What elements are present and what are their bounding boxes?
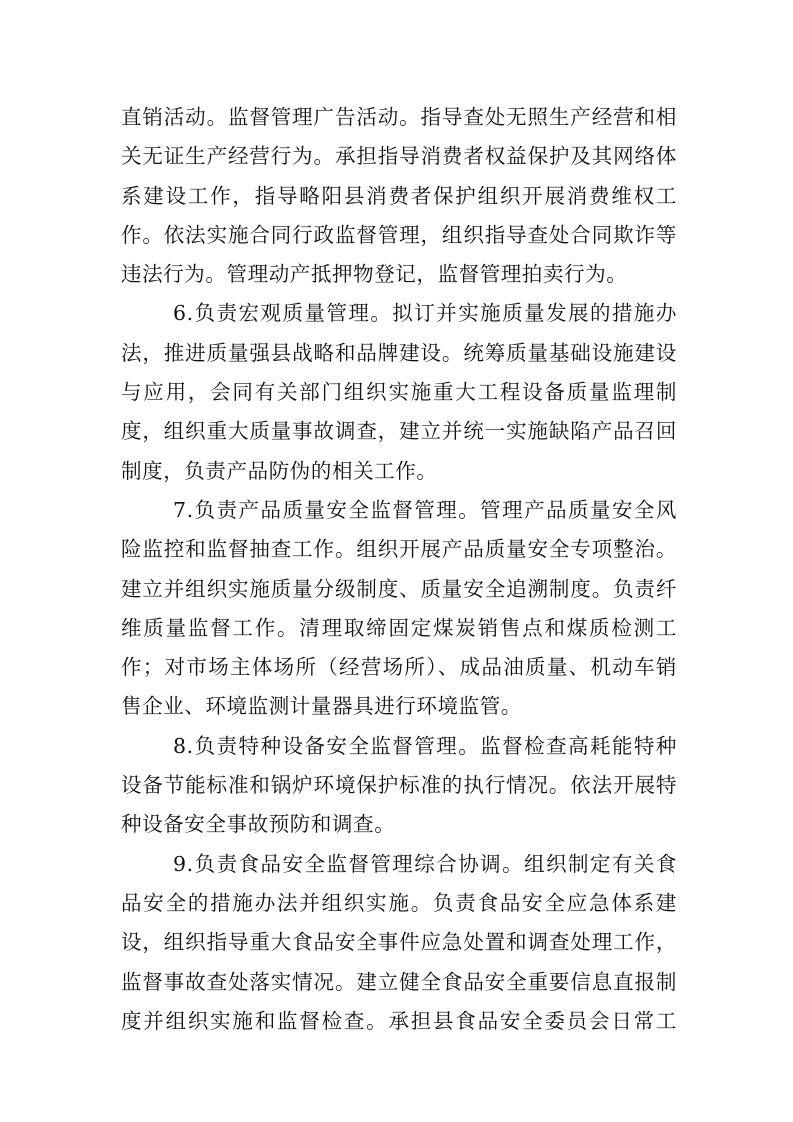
text-line-7: 法，推进质量强县战略和品牌建设。统筹质量基础设施建设 (121, 340, 677, 365)
text-line-19: 种设备安全事故预防和调查。 (121, 812, 396, 837)
text-line-3: 系建设工作，指导略阳县消费者保护组织开展消费维权工 (121, 183, 677, 208)
text-line-22: 设，组织指导重大食品安全事件应急处置和调查处理工作， (121, 930, 677, 955)
paragraph-6-first-line: 6.负责宏观质量管理。拟订并实施质量发展的措施办 (173, 301, 677, 326)
paragraph-7-first-line: 7.负责产品质量安全监督管理。管理产品质量安全风 (173, 497, 677, 522)
text-line-18: 设备节能标准和锅炉环境保护标准的执行情况。依法开展特 (121, 773, 677, 798)
text-line-13: 建立并组织实施质量分级制度、质量安全追溯制度。负责纤 (121, 576, 677, 601)
paragraph-9-first-line: 9.负责食品安全监督管理综合协调。组织制定有关食 (173, 851, 677, 876)
text-line-8: 与应用，会同有关部门组织实施重大工程设备质量监理制 (121, 380, 677, 405)
text-line-14: 维质量监督工作。清理取缔固定煤炭销售点和煤质检测工 (121, 615, 677, 640)
text-line-12: 险监控和监督抽查工作。组织开展产品质量安全专项整治。 (121, 537, 677, 562)
paragraph-8-first-line: 8.负责特种设备安全监督管理。监督检查高耗能特种 (173, 733, 677, 758)
document-body (121, 98, 677, 1041)
text-line-23: 监督事故查处落实情况。建立健全食品安全重要信息直报制 (121, 969, 677, 994)
text-line-21: 品安全的措施办法并组织实施。负责食品安全应急体系建 (121, 890, 677, 915)
text-line-2: 关无证生产经营行为。承担指导消费者权益保护及其网络体 (121, 144, 677, 169)
text-line-10: 制度，负责产品防伪的相关工作。 (121, 458, 438, 483)
text-line-24: 度并组织实施和监督检查。承担县食品安全委员会日常工 (121, 1008, 677, 1033)
text-line-15: 作；对市场主体场所（经营场所）、成品油质量、机动车销 (121, 655, 677, 680)
text-line-16: 售企业、环境监测计量器具进行环境监管。 (121, 694, 522, 719)
text-line-4: 作。依法实施合同行政监督管理，组织指导查处合同欺诈等 (121, 222, 677, 247)
text-line-5: 违法行为。管理动产抵押物登记，监督管理拍卖行为。 (121, 262, 628, 287)
text-line-9: 度，组织重大质量事故调查，建立并统一实施缺陷产品召回 (121, 419, 677, 444)
text-line-1: 直销活动。监督管理广告活动。指导查处无照生产经营和相 (121, 105, 677, 129)
